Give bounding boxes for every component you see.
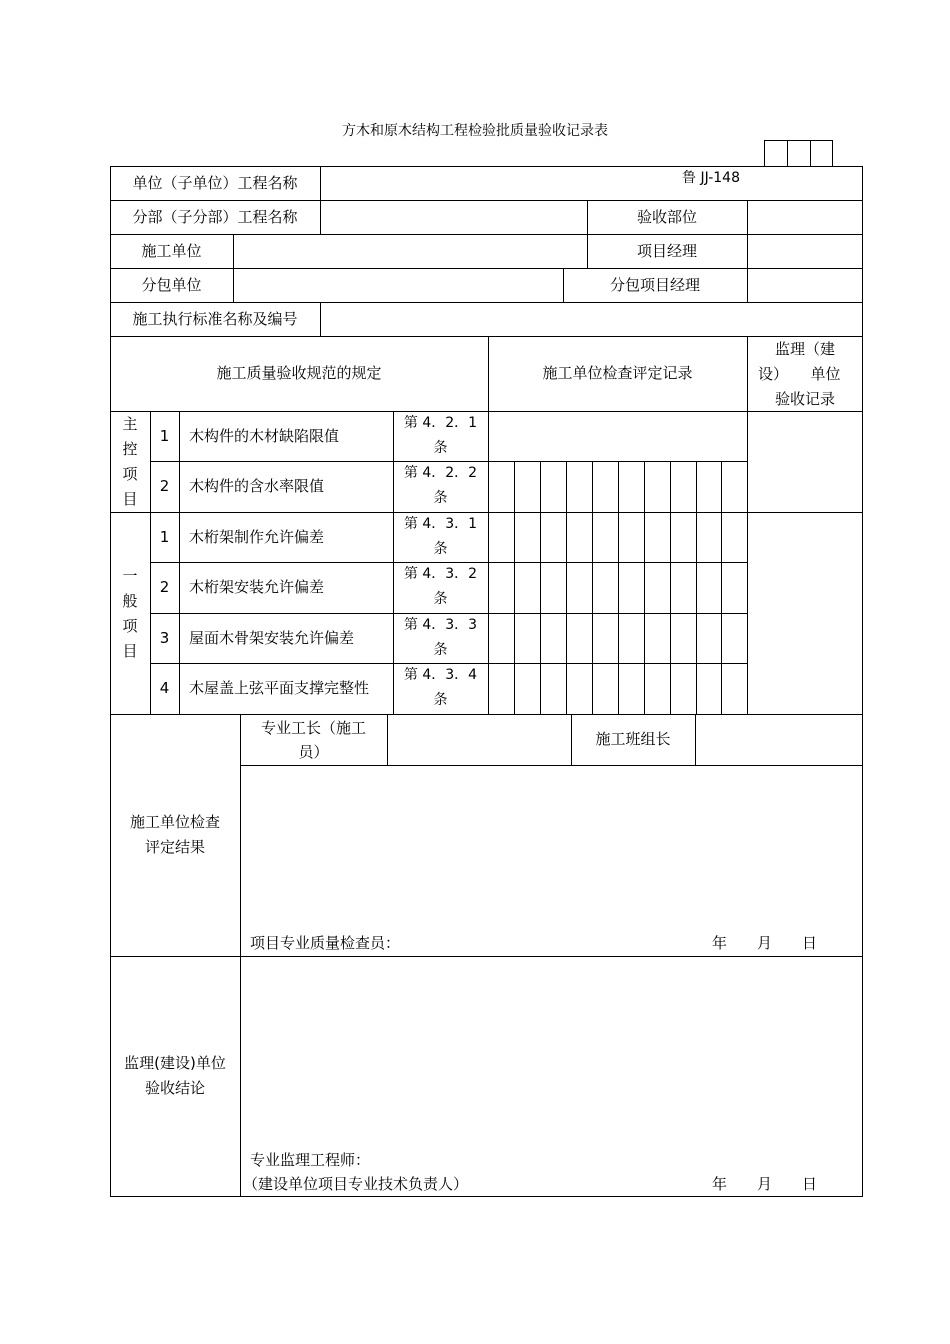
main-control-label (110, 412, 150, 512)
clause-line: 条 (433, 591, 448, 607)
construction-unit-label: 施工单位 (141, 241, 202, 260)
inspection-part-label: 验收部位 (636, 207, 697, 226)
construction-result-area[interactable] (241, 766, 862, 926)
check-record-column-header: 施工单位检查评定记录 (542, 364, 693, 382)
supervision-column-header (748, 337, 862, 411)
main-control-char: 控 (122, 440, 138, 458)
construction-result-label (110, 714, 240, 956)
item-clause (393, 411, 488, 461)
standard-label: 施工执行标准名称及编号 (132, 309, 298, 328)
clause-line: 条 (433, 642, 448, 658)
clause-line: 第 4．2．2 (403, 465, 478, 481)
supervision-result-label (110, 956, 240, 1196)
construction-result-label-line: 施工单位检查 (129, 813, 220, 831)
team-leader-value[interactable] (696, 715, 862, 765)
standard-value[interactable] (321, 303, 861, 335)
sub-pm-label: 分包项目经理 (609, 275, 700, 294)
item-number: 1 (159, 426, 170, 445)
item-number: 1 (159, 527, 170, 546)
foreman-value[interactable] (388, 715, 571, 765)
item-clause (393, 562, 488, 613)
item-clause (393, 613, 488, 663)
clause-line: 条 (433, 692, 448, 708)
sub-project-value[interactable] (321, 201, 586, 233)
item-name: 木构件的含水率限值 (189, 477, 325, 495)
quality-inspector-label: 项目专业质量检查员： (250, 934, 401, 952)
clause-line: 条 (433, 490, 448, 506)
item-name: 木屋盖上弦平面支撑完整性 (189, 679, 370, 697)
project-manager-label: 项目经理 (636, 241, 697, 260)
foreman-label (240, 714, 387, 765)
clause-line: 条 (433, 440, 448, 456)
item-name: 木构件的木材缺陷限值 (189, 426, 340, 445)
item-clause (393, 512, 488, 562)
tech-lead-label: （建设单位项目专业技术负责人） (243, 1175, 469, 1193)
general-char: 目 (122, 641, 138, 660)
item-clause (393, 461, 488, 512)
foreman-label-line: 员） (298, 742, 329, 761)
foreman-label-line: 专业工长（施工 (260, 718, 366, 737)
supervision-result-area[interactable] (241, 957, 862, 1142)
spec-column-header: 施工质量验收规范的规定 (216, 364, 382, 382)
general-char: 般 (122, 591, 138, 610)
general-label (110, 513, 150, 714)
item-number: 2 (159, 477, 170, 495)
subcontractor-value[interactable] (234, 269, 562, 301)
subcontractor-label: 分包单位 (141, 275, 202, 294)
project-manager-value[interactable] (748, 235, 861, 267)
clause-line: 第 4．2．1 (403, 415, 478, 431)
construction-date: 年 月 日 (712, 934, 818, 952)
clause-line: 第 4．3．4 (403, 667, 478, 683)
clause-line: 条 (433, 541, 448, 557)
general-char: 一 (122, 566, 138, 585)
item-clause (393, 663, 488, 714)
supervision-header-line-1: 监理（建 (774, 340, 835, 358)
clause-line: 第 4．3．2 (403, 566, 478, 582)
unit-project-label: 单位（子单位）工程名称 (132, 173, 298, 192)
item-name: 木桁架安装允许偏差 (189, 578, 325, 596)
sub-project-label: 分部（子分部）工程名称 (132, 207, 298, 226)
form-title: 方木和原木结构工程检验批质量验收记录表 (342, 123, 608, 139)
construction-result-label-line: 评定结果 (144, 838, 205, 856)
supervision-engineer-label: 专业监理工程师： (250, 1151, 371, 1169)
main-control-char: 项 (122, 465, 138, 483)
supervision-result-label-line: 验收结论 (144, 1079, 205, 1097)
clause-line: 第 4．3．3 (403, 617, 478, 633)
item-name: 屋面木骨架安装允许偏差 (189, 628, 355, 647)
item-number: 2 (159, 578, 170, 596)
sub-pm-value[interactable] (748, 269, 861, 301)
construction-unit-value[interactable] (234, 235, 586, 267)
general-char: 项 (122, 616, 138, 635)
team-leader-label: 施工班组长 (595, 730, 671, 748)
supervision-header-line-3: 验收记录 (774, 390, 835, 408)
item-name: 木桁架制作允许偏差 (189, 527, 325, 546)
supervision-result-label-line: 监理(建设)单位 (124, 1054, 226, 1072)
form-code: 鲁 JJ-148 (682, 170, 740, 186)
item-number: 4 (159, 679, 170, 697)
unit-project-value[interactable] (321, 167, 761, 199)
main-control-char: 目 (122, 490, 138, 508)
supervision-header-line-2: 设） 单位 (758, 365, 841, 383)
clause-line: 第 4．3．1 (403, 516, 478, 532)
inspection-part-value[interactable] (748, 201, 861, 233)
main-control-char: 主 (122, 415, 138, 433)
item-number: 3 (159, 628, 170, 647)
supervision-date: 年 月 日 (712, 1175, 818, 1193)
